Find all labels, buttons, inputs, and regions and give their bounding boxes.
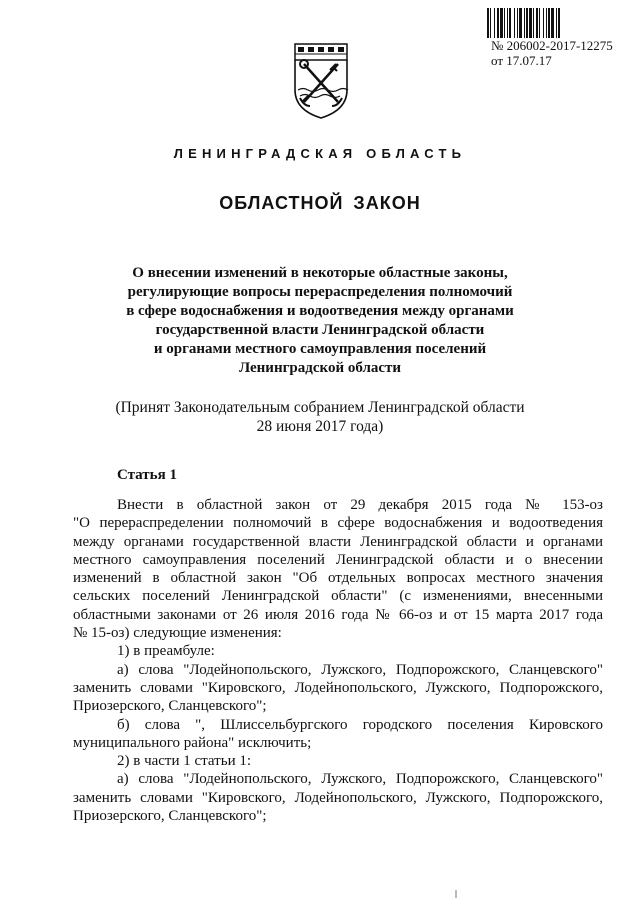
registration-number: № 206002-2017-12275: [491, 38, 613, 53]
body-line: изменений в областной закон "Об отдельных вопросах местного значения: [73, 570, 603, 587]
body-line: б) слова ", Шлиссельбургского городского поселения Кировского: [117, 716, 603, 733]
title-line: государственной власти Ленинградской области: [155, 322, 485, 338]
body-line: сельских поселений Ленинградской области" (с изменениями, внесенными: [73, 588, 603, 605]
barcode: [487, 8, 605, 38]
body-line: 1) в преамбуле:: [117, 643, 215, 660]
registration-date: от 17.07.17: [491, 53, 552, 68]
body-line: заменить словами "Кировского, Лодейнопольского, Лужского, Подпорожского,: [73, 679, 603, 696]
article-body: [73, 496, 603, 825]
title-line: и органами местного самоуправления поселений: [153, 341, 487, 357]
body-line: Приозерского, Сланцевского";: [73, 808, 267, 825]
barcode-bar: [560, 8, 561, 38]
title-line: О внесении изменений в некоторые областные законы,: [132, 265, 508, 281]
document-type-heading: ОБЛАСТНОЙ ЗАКОН: [219, 193, 421, 213]
body-line: а) слова "Лодейнопольского, Лужского, Подпорожского, Сланцевского": [117, 771, 603, 788]
body-line: а) слова "Лодейнопольского, Лужского, Подпорожского, Сланцевского": [117, 661, 603, 678]
body-line: № 15-оз) следующие изменения:: [73, 625, 282, 642]
article-heading: Статья 1: [117, 467, 177, 483]
adoption-line: 28 июня 2017 года): [256, 418, 384, 435]
region-heading: ЛЕНИНГРАДСКАЯ ОБЛАСТЬ: [173, 146, 467, 161]
body-line: между органами государственной власти Ленинградской области и органами: [73, 533, 603, 550]
scan-mark: [455, 890, 457, 898]
title-line: в сфере водоснабжения и водоотведения между органами: [126, 303, 514, 319]
body-line: "О перераспределении полномочий в сфере водоснабжения и водоотведения: [73, 515, 603, 532]
body-line: 2) в части 1 статьи 1:: [117, 753, 252, 770]
registration-block: [491, 38, 613, 68]
body-line: Приозерского, Сланцевского";: [73, 698, 267, 715]
body-line: заменить словами "Кировского, Лодейнопольского, Лужского, Подпорожского,: [73, 789, 603, 806]
law-title: [80, 264, 560, 378]
title-line: регулирующие вопросы перераспределения полномочий: [127, 284, 513, 300]
body-line: местного самоуправления поселений Ленинградской области и о внесении: [73, 551, 603, 568]
body-line: областными законами от 26 июля 2016 года № 66-оз и от 15 марта 2017 года: [73, 606, 603, 623]
coat-of-arms-icon: [290, 40, 352, 122]
adoption-note: [80, 398, 560, 436]
body-line: Внести в областной закон от 29 декабря 2015 года № 153-оз: [117, 497, 603, 513]
body-line: муниципального района" исключить;: [73, 734, 312, 751]
title-line: Ленинградской области: [238, 360, 402, 376]
adoption-line: (Принят Законодательным собранием Ленинградской области: [115, 399, 525, 416]
